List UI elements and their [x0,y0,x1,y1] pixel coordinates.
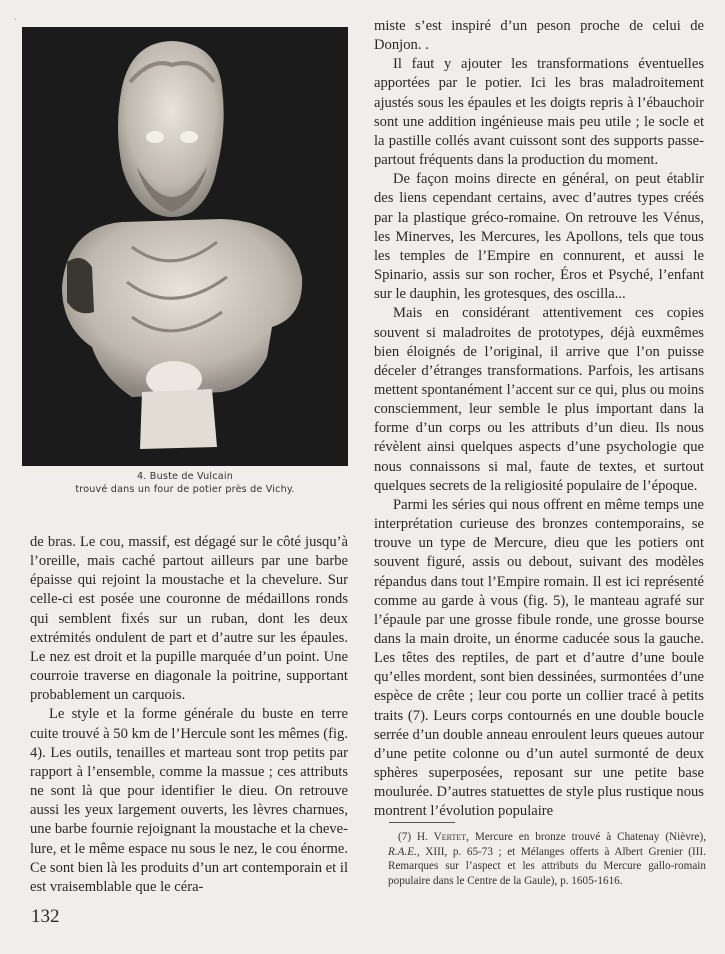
footnote-number: (7) [398,831,412,843]
paragraph: Parmi les séries qui nous offrent en même temps une interprétation curieuse des bronzes contemporains, se trouve un type de Mercure, dieu que les potiers ont souvent figuré, assis ou debout, suivant des modèles répandus dans tout l’Empire romain. Il est ici représenté comme au garde à vous (fig. 5), le manteau agrafé sur l’épaule par une grosse fibule ronde, une grosse bourse dans la main droite, un énorme caducée sous la gauche. Les têtes des reptiles, de part et d’autre d’une boule qu’elles mordent, sont bien dessinées, surmontées d’une espèce de crête ; leur cou porte un collier tracé à petits traits (7). Leurs corps contournés en une double boucle serrée d’un double anneau enroulent leurs queues autour d’une petite colonne ou d’un autel surmonté de deux sphères superposées, reposant sur une petite base moulurée. D’autres statuettes de style plus rustique nous montrent l’évolution populaire [374,496,704,820]
paragraph: Le style et la forme générale du buste en terre cuite trouvé à 50 km de l’Hercule sont les mêmes (fig. 4). Les outils, tenailles et marteau sont trop petits par rapport à l’ensemble, comme la massue ; ces attributs ne sont là que pour identifier le dieu. On retrouve aussi les yeux largement ouverts, les lèvres charnues, une barbe fournie rejoignant la moustache et la chevelure, et le même espace nu sous le nez, le cou énorme. Ce sont bien là les produits d’un art contemporain et il est vraisemblable que le céra- [30,706,348,895]
page-number: 132 [31,906,60,927]
print-speck: · [14,15,17,24]
caption-subtitle: trouvé dans un four de potier près de Vichy. [75,483,295,495]
left-text-column [30,533,348,897]
footnote-author: H. Vertet [417,831,467,843]
caption-title: 4. Buste de Vulcain [137,471,233,482]
paragraph: Mais en considérant attentivement ces copies souvent si maladroites de prototypes, déjà euxmêmes bien éloignés de l’original, il arrive que l’on puisse déceler d’étranges transformations. Parfois, les artisans mettent spontanément l’accent sur ce qui, plus ou moins consciemment, leur semble le plus important dans la forme d’un corps ou les attributs d’un dieu. Ils nous révèlent ainsi quelques aspects d’une psychologie que nous connaissons si mal, faute de textes, et surtout quelques secrets de la religiosité populaire de l’époque. [374,305,704,494]
figure-photo-vulcan-bust [22,27,348,466]
paragraph: de bras. Le cou, massif, est dégagé sur le côté jusqu’à l’oreille, mais caché partout ailleurs par une barbe épaisse qui rejoint la moustache et la chevelure. Sur celle-ci est posée une couronne de médaillons ronds qui semblent fixés sur un ruban, dont les deux extrémités ondulent de part et d’autre sur les épaules. Le nez est droit et la pupille marquée d’un point. Une courroie traverse en diagonale la poitrine, supportant probablement un carquois. [30,534,348,704]
footnote-divider [389,822,455,823]
paragraph: miste s’est inspiré d’un peson proche de celui de Donjon. . [374,18,704,54]
figure-caption [22,471,348,496]
paragraph: Il faut y ajouter les transformations éventuelles apportées par le potier. Ici les bras maladroitement ajustés sous les épaules et les doigts repris à l’ébauchoir sont une addition ingénieuse mais peu utile ; le socle et la pastille collés avant cuissont sont des supports passe-partout fréquents dans la production du moment. [374,56,704,169]
paragraph: De façon moins directe en général, on peut établir des liens cependant certains, avec d’autres types créés par la plastique gréco-romaine. On retrouve les Vénus, les Minerves, les Mercures, les Apollons, tels que tous les temples de l’Empire en connurent, et aussi le Spinario, assis sur son rocher, Éros et Psyché, l’enfant sur le dauphin, les grotesques, des oscilla... [374,171,704,303]
footnote-journal: R.A.E. [388,845,417,858]
right-text-column [374,17,704,822]
footnote-text-cont: , XIII, p. 65-73 ; et Mélanges offerts à Albert Grenier (III. Remarques sur l’aspect et les attributs du Mercure gallo-romain populaire dans le Centre de la Gaule), p. 1605-1616. [388,845,706,887]
bust-illustration [22,27,348,466]
footnote-text: , Mercure en bronze trouvé à Chatenay (Nièvre), [466,831,707,843]
footnote-7 [388,830,706,888]
